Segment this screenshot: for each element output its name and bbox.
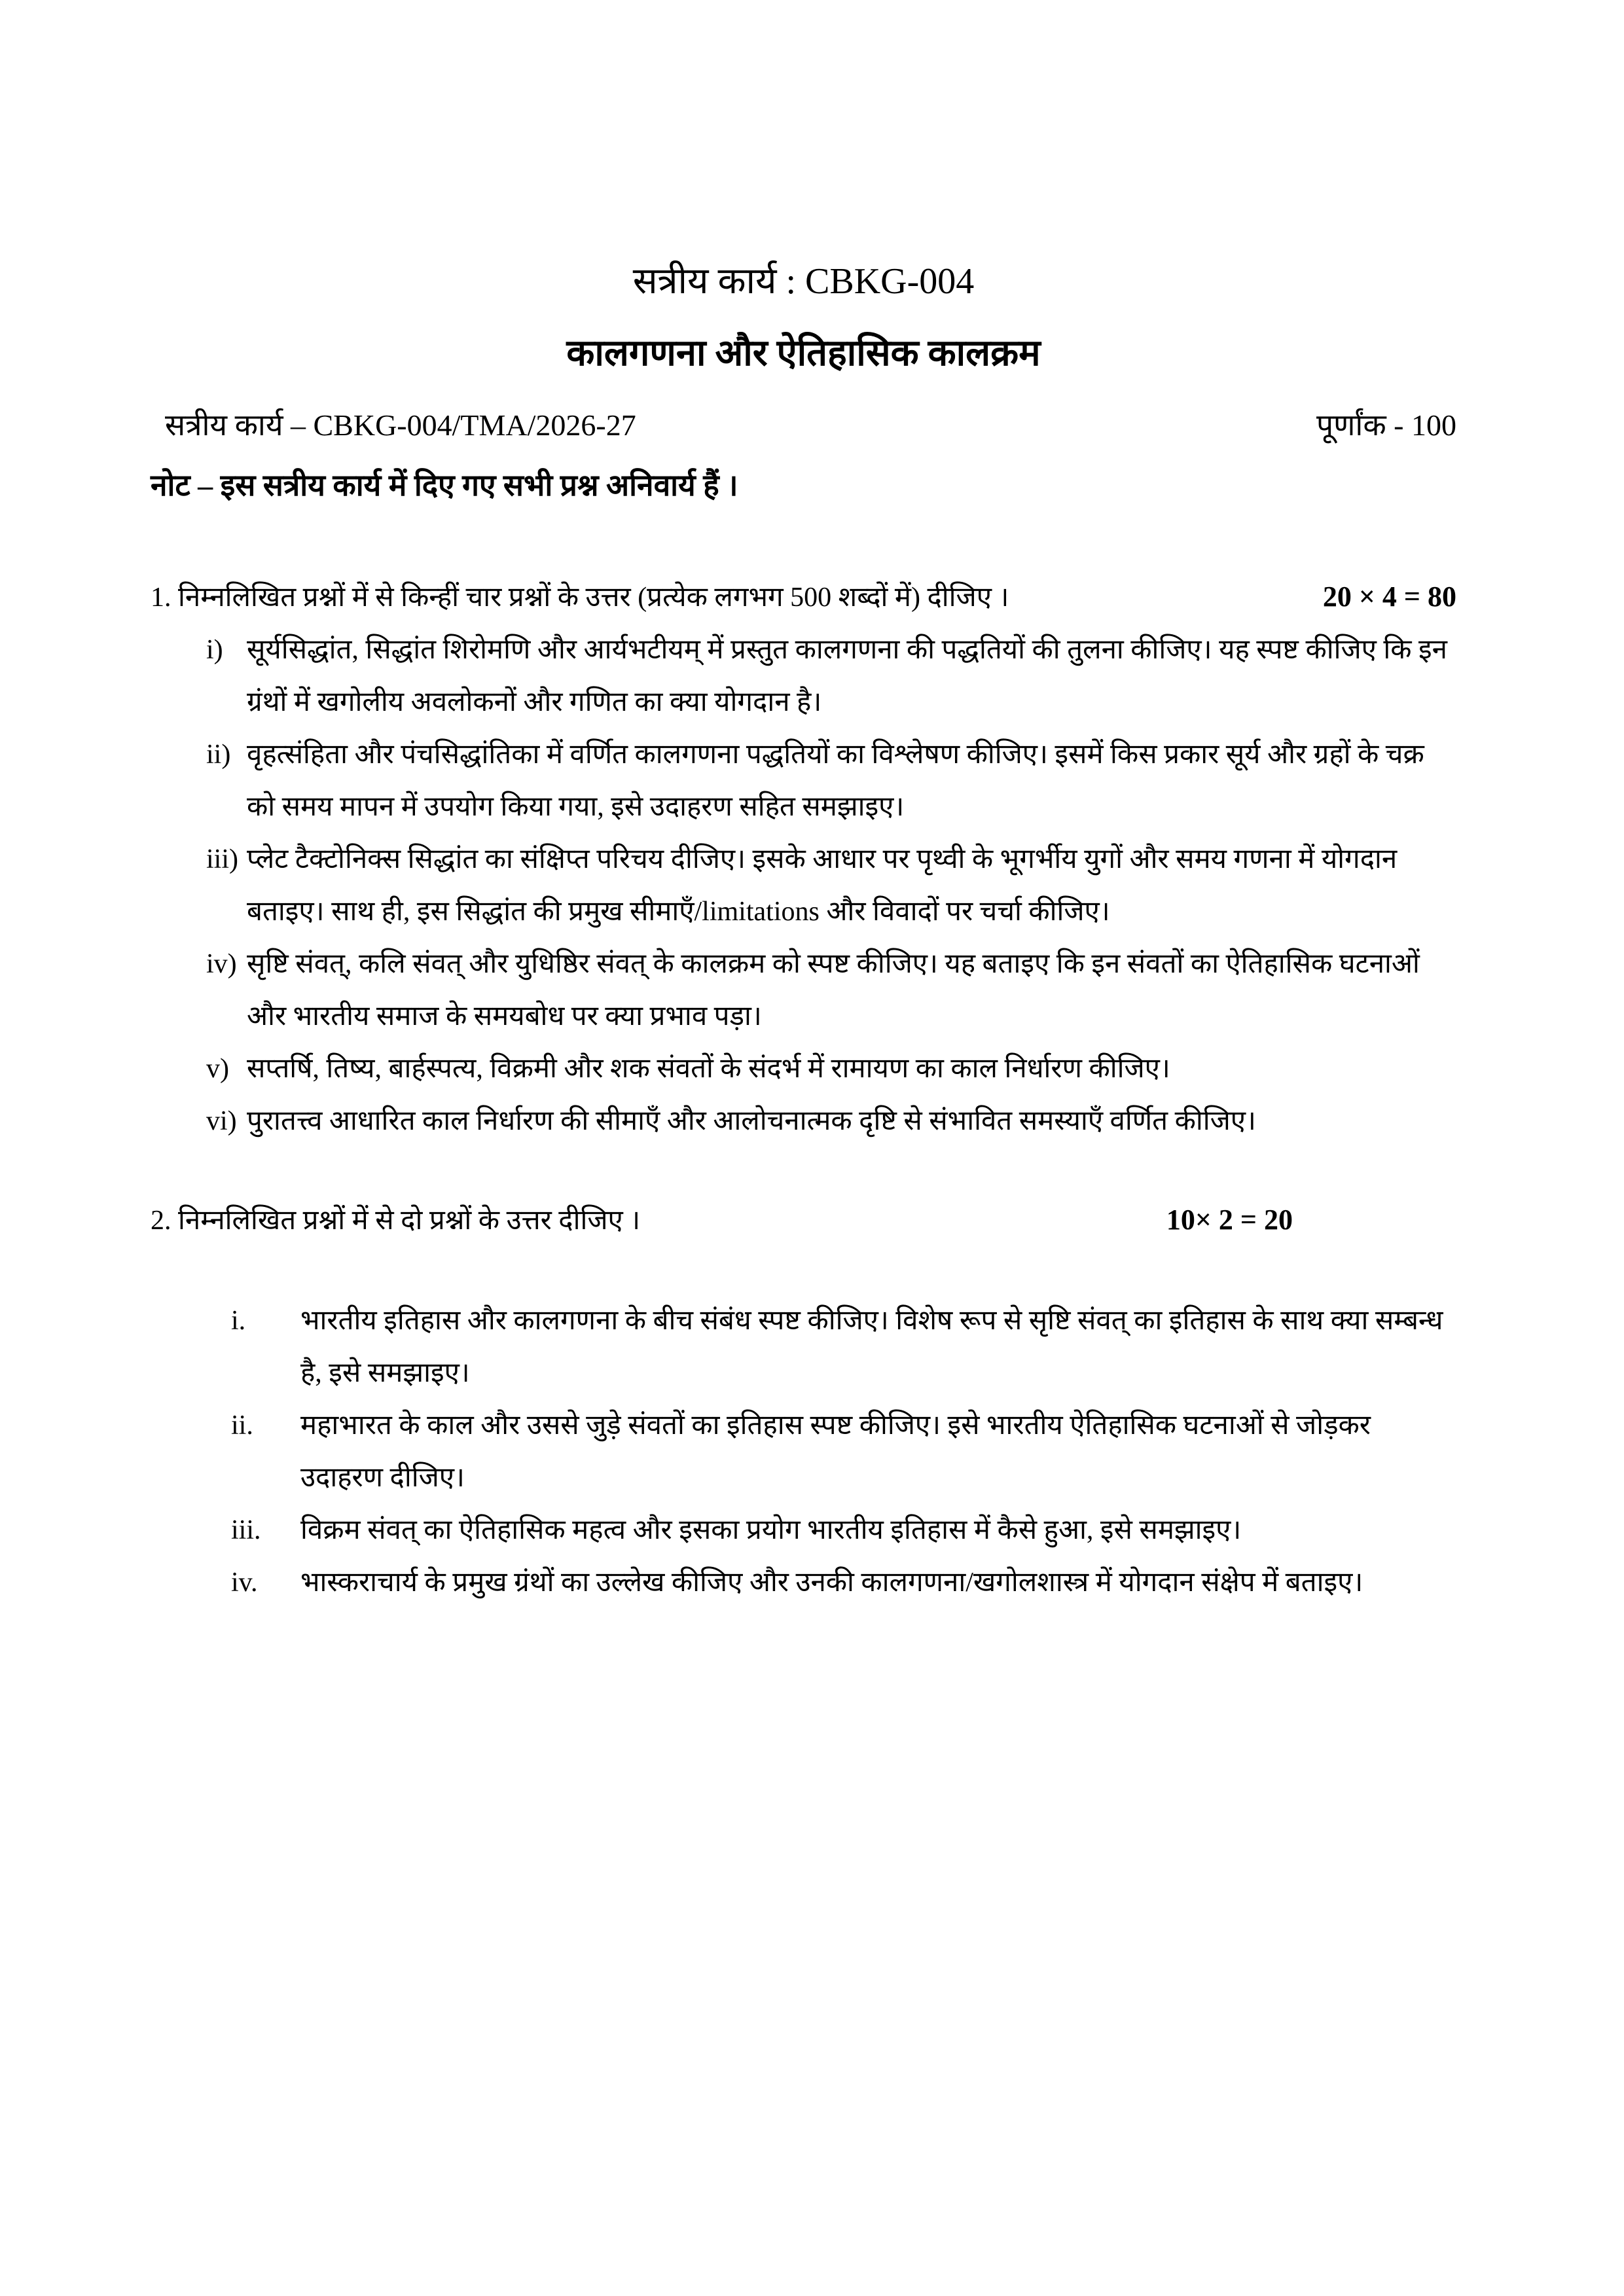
item-text: भास्कराचार्य के प्रमुख ग्रंथों का उल्लेख कीजिए और उनकी कालगणना/खगोलशास्त्र में योगदान संक्षेप में बताइए। [300,1568,1363,1598]
item-label: i. [231,1306,246,1336]
item-label: iv. [231,1568,258,1598]
course-row [151,403,1456,448]
question-2-list [151,1295,1456,1609]
question-2-section [151,1194,1456,1609]
item-text: सृष्टि संवत्, कलि संवत् और युधिष्ठिर संवत् के कालक्रम को स्पष्ट कीजिए। यह बताइए कि इन संवतों का ऐतिहासिक घटनाओं और भारतीय समाज के समयबोध पर क्या प्रभाव पड़ा। [247,949,1420,1031]
question-1-heading-row [151,571,1456,624]
question-1-heading: 1. निम्नलिखित प्रश्नों में से किन्हीं चार प्रश्नों के उत्तर (प्रत्येक लगभग 500 शब्दों में) दीजिए । [151,583,1009,613]
question-2-heading: 2. निम्नलिखित प्रश्नों में से दो प्रश्नों के उत्तर दीजिए । [151,1206,641,1236]
note-line: नोट – इस सत्रीय कार्य में दिए गए सभी प्रश्न अनिवार्य हैं । [151,469,738,502]
item-text: सूर्यसिद्धांत, सिद्धांत शिरोमणि और आर्यभटीयम् में प्रस्तुत कालगणना की पद्धतियों की तुलना कीजिए। यह स्पष्ट कीजिए कि इन ग्रंथों में खगोलीय अवलोकनों और गणित का क्या योगदान है। [247,635,1447,717]
item-text: सप्तर्षि, तिष्य, बार्हस्पत्य, विक्रमी और शक संवतों के संदर्भ में रामायण का काल निर्धारण कीजिए। [247,1054,1170,1084]
question-1-list [151,624,1456,1147]
page-title: सत्रीय कार्य : CBKG-004 [632,261,975,302]
item-label: iv) [206,949,237,979]
item-label: v) [206,1054,229,1084]
item-label: ii. [231,1410,253,1441]
question-2-item-ii [151,1399,1456,1504]
question-1-item-iv [151,938,1456,1043]
item-text: वृहत्संहिता और पंचसिद्धांतिका में वर्णित कालगणना पद्धतियों का विश्लेषण कीजिए। इसमें किस प्रकार सूर्य और ग्रहों के चक्र को समय मापन में उपयोग किया गया, इसे उदाहरण सहित समझाइए। [247,740,1424,822]
question-2-item-i [151,1295,1456,1399]
question-1-marks: 20 × 4 = 80 [1322,581,1456,613]
item-text: प्लेट टैक्टोनिक्स सिद्धांत का संक्षिप्त परिचय दीजिए। इसके आधार पर पृथ्वी के भूगर्भीय युगों और समय गणना में योगदान बताइए। साथ ही, इस सिद्धांत की प्रमुख सीमाएँ/limitations और विवादों पर चर्चा कीजिए। [247,844,1398,927]
page-subtitle: कालगणना और ऐतिहासिक कालक्रम [566,333,1041,374]
item-text: भारतीय इतिहास और कालगणना के बीच संबंध स्पष्ट कीजिए। विशेष रूप से सृष्टि संवत् का इतिहास के साथ क्या सम्बन्ध है, इसे समझाइए। [300,1306,1443,1388]
question-1-item-i [151,624,1456,728]
spacer [151,1247,1456,1295]
question-2-item-iv [151,1556,1456,1609]
item-text: महाभारत के काल और उससे जुड़े संवतों का इतिहास स्पष्ट कीजिए। इसे भारतीय ऐतिहासिक घटनाओं से जोड़कर उदाहरण दीजिए। [300,1410,1371,1493]
item-label: i) [206,635,223,665]
question-1-item-vi [151,1095,1456,1147]
item-text: पुरातत्त्व आधारित काल निर्धारण की सीमाएँ और आलोचनात्मक दृष्टि से संभावित समस्याएँ वर्णित कीजिए। [247,1106,1256,1136]
item-label: vi) [206,1106,237,1136]
question-1-section [151,571,1456,1147]
question-2-marks: 10× 2 = 20 [1166,1204,1293,1236]
question-1-item-v [151,1043,1456,1095]
item-label: ii) [206,740,231,770]
question-2-item-iii [151,1504,1456,1556]
item-label: iii. [231,1515,261,1545]
item-label: iii) [206,844,238,874]
spacer [151,1147,1456,1194]
question-1-item-ii [151,728,1456,833]
max-marks-label: पूर्णांक - 100 [1316,408,1456,442]
question-2-heading-row [151,1194,1456,1247]
course-code-label: सत्रीय कार्य – CBKG-004/TMA/2026-27 [165,408,636,442]
item-text: विक्रम संवत् का ऐतिहासिक महत्व और इसका प्रयोग भारतीय इतिहास में कैसे हुआ, इसे समझाइए। [300,1515,1242,1545]
question-1-item-iii [151,833,1456,938]
